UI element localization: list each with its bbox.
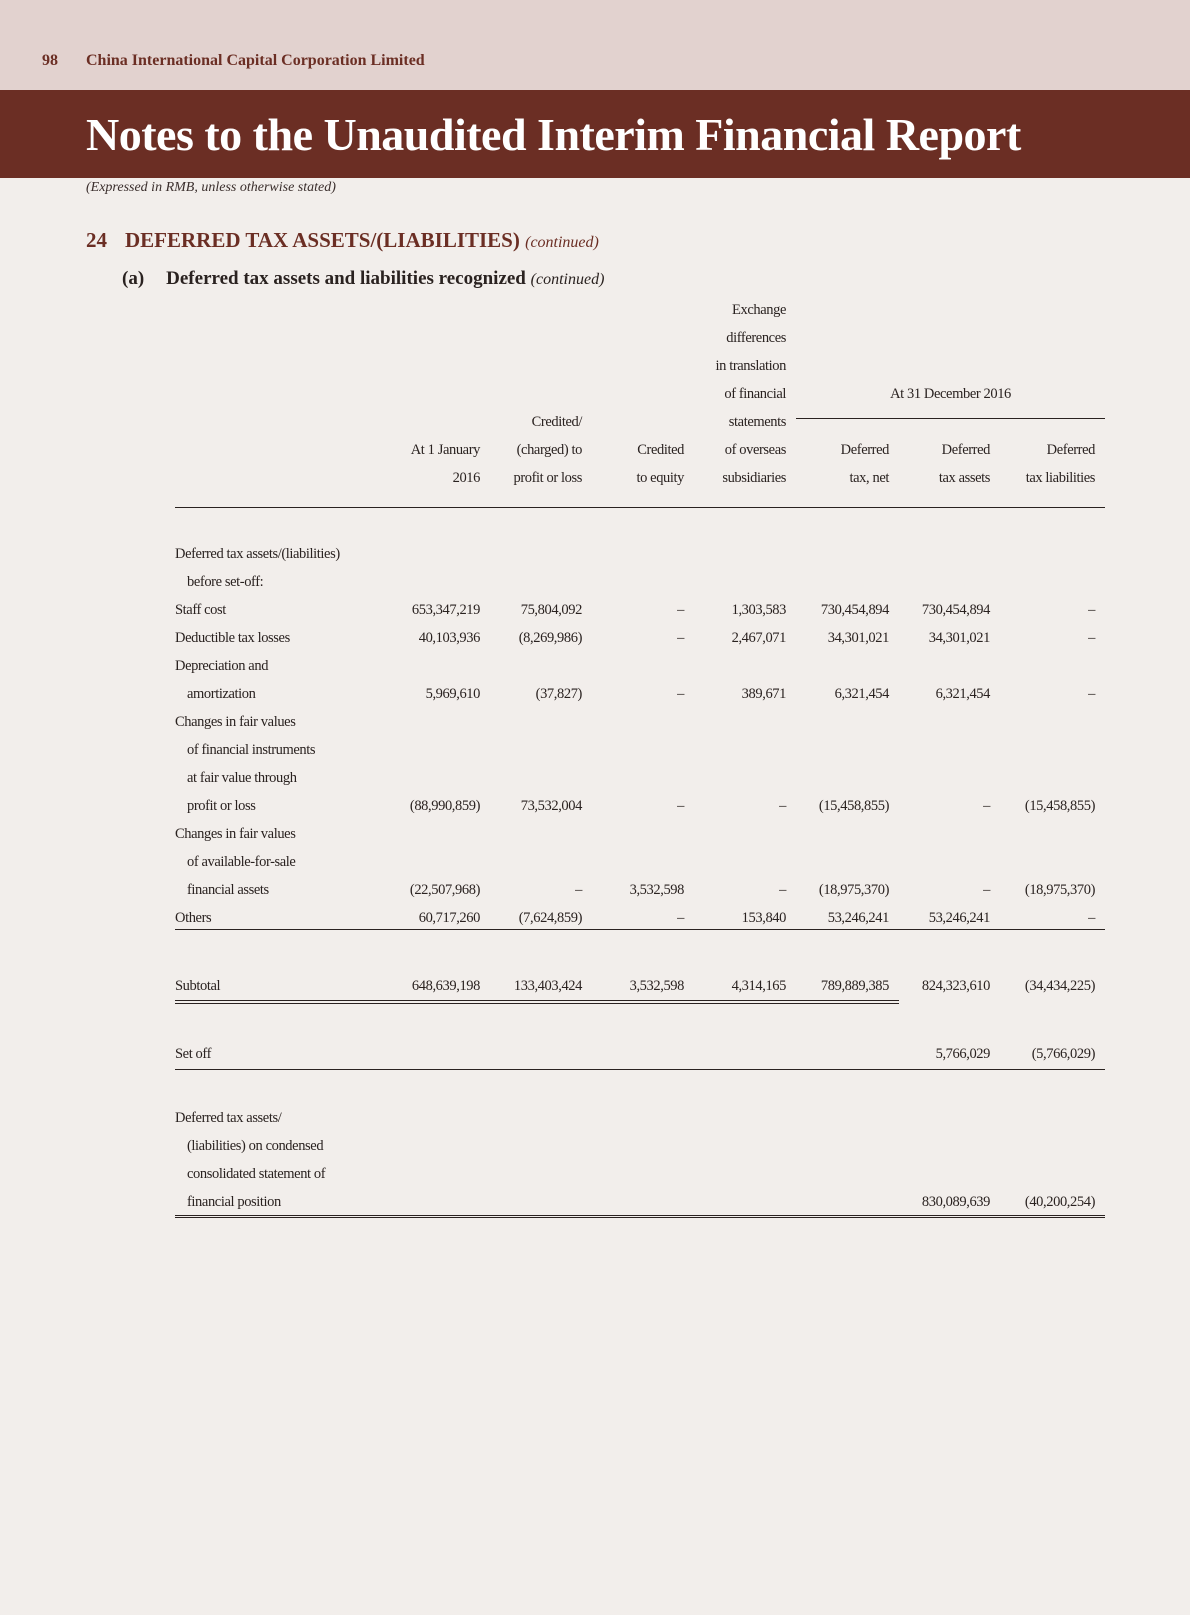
cell-value: [694, 736, 796, 764]
table-row-label-line: [175, 708, 1105, 736]
table-row-label-line: [175, 736, 1105, 764]
cell-value: [796, 540, 899, 568]
subsection-title: Deferred tax assets and liabilities recognized: [166, 268, 526, 289]
cell-value: (15,458,855): [818, 798, 889, 814]
cell-value: [490, 848, 592, 876]
cell-value: 3,532,598: [629, 882, 684, 898]
row-label: financial assets: [187, 882, 269, 898]
cell-value: 6,321,454: [834, 686, 889, 702]
row-label: Deferred tax assets/: [175, 1110, 282, 1126]
cell-value: 60,717,260: [418, 910, 480, 926]
cell-value: 830,089,639: [921, 1194, 990, 1210]
cell-value: [1000, 848, 1105, 876]
cell-value: 730,454,894: [921, 602, 990, 618]
cell-value: –: [677, 798, 684, 814]
subsection-continued: (continued): [530, 271, 605, 288]
cell-value: [1000, 764, 1105, 792]
subtotal-rule-2: [175, 1003, 899, 1004]
cell-value: [393, 820, 490, 848]
subsection-number: (a): [122, 268, 145, 289]
cell-value: –: [779, 882, 786, 898]
column-header-line: Exchange: [732, 302, 786, 318]
header-rule: [175, 507, 1105, 508]
cell-value: [694, 764, 796, 792]
cell-value: [899, 540, 1000, 568]
column-header-line: At 1 January: [410, 442, 480, 458]
row-label: amortization: [187, 686, 256, 702]
cell-value: 73,532,004: [520, 798, 582, 814]
table-row-label-line: [175, 848, 1105, 876]
cell-value: [899, 708, 1000, 736]
cell-value: 53,246,241: [827, 910, 889, 926]
cell-value: [1000, 820, 1105, 848]
total-row-label-line: [175, 1104, 1105, 1132]
cell-value: [393, 736, 490, 764]
group-header-rule: [796, 418, 1105, 419]
row-label: of financial instruments: [187, 742, 316, 758]
table-row: [175, 792, 1105, 820]
cell-value: (22,507,968): [409, 882, 480, 898]
subtotal-row: [175, 972, 1105, 1000]
cell-value: 5,766,029: [935, 1046, 990, 1062]
page-title: Notes to the Unaudited Interim Financial Report: [86, 109, 1021, 160]
cell-value: [393, 568, 490, 596]
group-label-row: [175, 540, 1105, 568]
cell-value: [592, 848, 694, 876]
cell-value: 1,303,583: [731, 602, 786, 618]
cell-value: [796, 1040, 899, 1068]
table-row: [175, 624, 1105, 652]
cell-value: [490, 1160, 592, 1188]
cell-value: –: [677, 602, 684, 618]
row-label: before set-off:: [187, 574, 264, 590]
cell-value: [490, 1040, 592, 1068]
cell-value: 153,840: [741, 910, 786, 926]
cell-value: 789,889,385: [820, 978, 889, 994]
others-rule: [175, 929, 1105, 930]
cell-value: [796, 1188, 899, 1216]
cell-value: –: [575, 882, 582, 898]
cell-value: [694, 540, 796, 568]
cell-value: [796, 1104, 899, 1132]
section-heading: [86, 228, 599, 253]
row-label: Set off: [175, 1046, 211, 1062]
cell-value: [592, 764, 694, 792]
column-header-line: tax liabilities: [1025, 470, 1095, 486]
cell-value: [796, 568, 899, 596]
subsection-heading: [122, 268, 604, 290]
total-row: [175, 1188, 1105, 1216]
cell-value: [490, 708, 592, 736]
column-header-line: tax, net: [849, 470, 889, 486]
column-header-line: Deferred: [941, 442, 990, 458]
cell-value: [393, 708, 490, 736]
cell-value: [694, 1132, 796, 1160]
row-label: Depreciation and: [175, 658, 269, 674]
row-label: Deductible tax losses: [175, 630, 290, 646]
row-label: Others: [175, 910, 212, 926]
cell-value: (88,990,859): [409, 798, 480, 814]
cell-value: [899, 736, 1000, 764]
cell-value: [490, 736, 592, 764]
column-header-line: Deferred: [840, 442, 889, 458]
cell-value: –: [983, 882, 990, 898]
cell-value: 34,301,021: [827, 630, 889, 646]
cell-value: [694, 848, 796, 876]
cell-value: [694, 708, 796, 736]
top-band: [0, 0, 1190, 90]
column-header-line: of overseas: [724, 442, 786, 458]
cell-value: [796, 652, 899, 680]
company-name: China International Capital Corporation Limited: [86, 52, 425, 69]
column-header-line: of financial: [724, 386, 786, 402]
row-label: Subtotal: [175, 978, 221, 994]
column-header-line: profit or loss: [513, 470, 582, 486]
row-label: at fair value through: [187, 770, 297, 786]
cell-value: [899, 652, 1000, 680]
cell-value: [490, 820, 592, 848]
group-header: At 31 December 2016: [890, 386, 1011, 402]
cell-value: –: [779, 798, 786, 814]
group-label-row: [175, 568, 1105, 596]
cell-value: [694, 568, 796, 596]
cell-value: 6,321,454: [935, 686, 990, 702]
cell-value: (7,624,859): [518, 910, 582, 926]
cell-value: [490, 764, 592, 792]
cell-value: –: [983, 798, 990, 814]
cell-value: 3,532,598: [629, 978, 684, 994]
cell-value: [1000, 1160, 1105, 1188]
cell-value: [1000, 540, 1105, 568]
cell-value: 824,323,610: [921, 978, 990, 994]
cell-value: [1000, 708, 1105, 736]
table-row-label-line: [175, 764, 1105, 792]
column-header-line: tax assets: [938, 470, 990, 486]
cell-value: 75,804,092: [520, 602, 582, 618]
cell-value: [796, 848, 899, 876]
currency-note: (Expressed in RMB, unless otherwise stated): [86, 180, 336, 195]
cell-value: [592, 1132, 694, 1160]
cell-value: [899, 1104, 1000, 1132]
cell-value: [592, 652, 694, 680]
cell-value: [490, 1132, 592, 1160]
cell-value: [490, 652, 592, 680]
section-number: 24: [86, 228, 107, 252]
cell-value: 40,103,936: [418, 630, 480, 646]
setoff-row: [175, 1040, 1105, 1068]
row-label: Changes in fair values: [175, 826, 296, 842]
cell-value: [899, 764, 1000, 792]
cell-value: –: [677, 686, 684, 702]
page-number: 98: [42, 52, 58, 69]
cell-value: [393, 1160, 490, 1188]
cell-value: [490, 1104, 592, 1132]
cell-value: [490, 540, 592, 568]
cell-value: [393, 652, 490, 680]
cell-value: (15,458,855): [1024, 798, 1095, 814]
cell-value: (37,827): [535, 686, 582, 702]
section-continued: (continued): [525, 234, 599, 251]
cell-value: [796, 708, 899, 736]
subtotal-rule-1: [175, 1000, 899, 1001]
cell-value: [694, 1188, 796, 1216]
cell-value: 4,314,165: [731, 978, 786, 994]
cell-value: [694, 820, 796, 848]
column-header-line: Credited/: [531, 414, 582, 430]
cell-value: [592, 568, 694, 596]
cell-value: [592, 1160, 694, 1188]
cell-value: [796, 820, 899, 848]
total-rule-2: [175, 1217, 1105, 1218]
column-header-line: (charged) to: [516, 442, 582, 458]
row-label: (liabilities) on condensed: [187, 1138, 324, 1154]
setoff-rule: [175, 1069, 1105, 1070]
cell-value: [1000, 736, 1105, 764]
cell-value: [393, 1040, 490, 1068]
cell-value: 34,301,021: [928, 630, 990, 646]
cell-value: (18,975,370): [818, 882, 889, 898]
row-label: Deferred tax assets/(liabilities): [175, 546, 340, 562]
cell-value: –: [1088, 686, 1095, 702]
row-label: Staff cost: [175, 602, 226, 618]
cell-value: [796, 1132, 899, 1160]
total-rule-1: [175, 1215, 1105, 1216]
column-header-line: statements: [728, 414, 786, 430]
cell-value: 653,347,219: [411, 602, 480, 618]
cell-value: [899, 848, 1000, 876]
cell-value: –: [677, 630, 684, 646]
cell-value: [490, 568, 592, 596]
cell-value: [1000, 652, 1105, 680]
row-label: consolidated statement of: [187, 1166, 326, 1182]
cell-value: [796, 736, 899, 764]
cell-value: [899, 1160, 1000, 1188]
cell-value: [1000, 1132, 1105, 1160]
cell-value: [694, 1040, 796, 1068]
column-header-line: Deferred: [1046, 442, 1095, 458]
cell-value: [490, 1188, 592, 1216]
cell-value: [393, 1188, 490, 1216]
cell-value: [899, 568, 1000, 596]
cell-value: [592, 1188, 694, 1216]
cell-value: [393, 540, 490, 568]
cell-value: [796, 1160, 899, 1188]
column-header-line: subsidiaries: [722, 470, 786, 486]
cell-value: 389,671: [741, 686, 786, 702]
cell-value: [796, 764, 899, 792]
cell-value: 5,969,610: [425, 686, 480, 702]
cell-value: –: [1088, 910, 1095, 926]
cell-value: 648,639,198: [411, 978, 480, 994]
cell-value: (18,975,370): [1024, 882, 1095, 898]
cell-value: [393, 1132, 490, 1160]
cell-value: [592, 736, 694, 764]
cell-value: [592, 1104, 694, 1132]
cell-value: [592, 1040, 694, 1068]
row-label: financial position: [187, 1194, 281, 1210]
table-row: [175, 904, 1105, 932]
column-header-line: in translation: [715, 358, 786, 374]
table-row-label-line: [175, 652, 1105, 680]
cell-value: [393, 764, 490, 792]
cell-value: 2,467,071: [731, 630, 786, 646]
cell-value: [694, 652, 796, 680]
cell-value: –: [1088, 602, 1095, 618]
cell-value: 133,403,424: [513, 978, 582, 994]
total-row-label-line: [175, 1132, 1105, 1160]
cell-value: [1000, 568, 1105, 596]
cell-value: [694, 1160, 796, 1188]
cell-value: –: [1088, 630, 1095, 646]
cell-value: [393, 848, 490, 876]
section-title: DEFERRED TAX ASSETS/(LIABILITIES): [125, 228, 520, 252]
cell-value: [592, 820, 694, 848]
column-header-line: to equity: [636, 470, 684, 486]
cell-value: –: [677, 910, 684, 926]
table-row: [175, 680, 1105, 708]
cell-value: 730,454,894: [820, 602, 889, 618]
cell-value: [694, 1104, 796, 1132]
total-row-label-line: [175, 1160, 1105, 1188]
table-row-label-line: [175, 820, 1105, 848]
row-label: Changes in fair values: [175, 714, 296, 730]
column-header-line: 2016: [452, 470, 480, 486]
table-row: [175, 596, 1105, 624]
cell-value: [899, 1132, 1000, 1160]
cell-value: [592, 708, 694, 736]
row-label: profit or loss: [187, 798, 256, 814]
cell-value: (34,434,225): [1024, 978, 1095, 994]
cell-value: [1000, 1104, 1105, 1132]
cell-value: 53,246,241: [928, 910, 990, 926]
cell-value: (40,200,254): [1024, 1194, 1095, 1210]
cell-value: [393, 1104, 490, 1132]
cell-value: [592, 540, 694, 568]
column-header-line: differences: [726, 330, 786, 346]
cell-value: (8,269,986): [518, 630, 582, 646]
table-row: [175, 876, 1105, 904]
cell-value: (5,766,029): [1031, 1046, 1095, 1062]
cell-value: [899, 820, 1000, 848]
column-header-line: Credited: [637, 442, 684, 458]
row-label: of available-for-sale: [187, 854, 296, 870]
